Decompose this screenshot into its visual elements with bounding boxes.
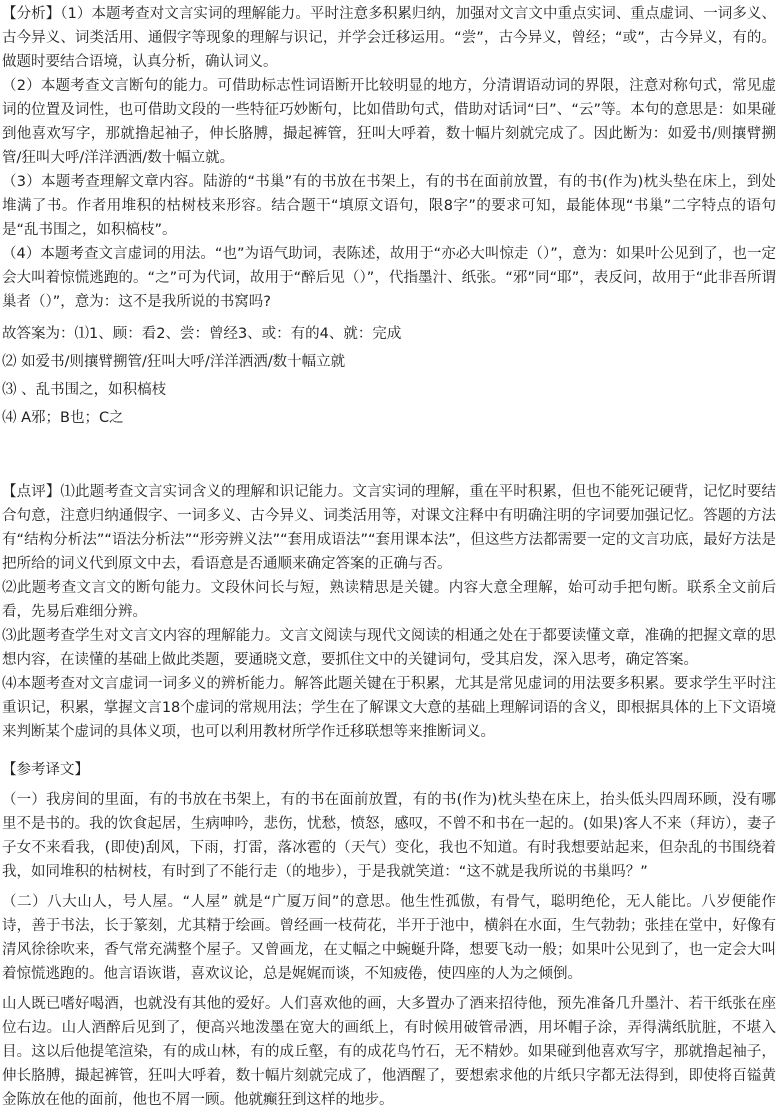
comment-section: [2, 480, 776, 744]
analysis-paragraph-1: 【分析】（1）本题考查对文言实词的理解能力。平时注意多积累归纳，加强对文言文中重点实词、重点虚词、一词多义、古今异义、词类活用、通假字等现象的理解与识记，并学会迁移运用。“尝”，古今异义，曾经；“或”，古今异义，有的。做题时要结合语境，认真分析，确认词义。: [2, 6, 776, 70]
translation-heading: 【参考译文】: [2, 762, 89, 778]
answer-line-4: ⑷ A邪；B也；C之: [2, 410, 124, 426]
translation-paragraph-2: （二）八大山人，号人屋。“人屋” 就是“广厦万间”的意思。他生性孤傲，有骨气，聪明绝伦，无人能比。八岁便能作诗，善于书法，长于篆刻，尤其精于绘画。曾经画一枝荷花，半开于池中，横斜在水面，生气勃勃；张挂在堂中，好像有清风徐徐吹来，香气常充满整个屋子。又曾画龙，在丈幅之中蜿蜒升降，想要飞动一般；如果叶公见到了，也一定会大叫着惊慌逃跑的。他言语诙谐，喜欢议论，总是娓娓而谈，不知疲倦，使四座的人为之倾倒。: [2, 894, 776, 982]
translation-paragraph-1: （一）我房间的里面，有的书放在书架上，有的书在面前放置，有的书(作为)枕头垫在床上，抬头低头四周环顾，没有哪里不是书的。我的饮食起居，生病呻吟，悲伤，忧愁，愤怒，感叹，不曾不和书在一起的。(如果)客人不来（拜访），妻子子女不来看我，(即使)刮风，下雨，打雷，落冰雹的（天气）变化，我也不知道。有时我想要站起来，但杂乱的书围绕着我，如同堆积的枯树枝，有时到了不能行走（的地步），于是我就笑道：“这不就是我所说的书巢吗？”: [2, 792, 776, 880]
translation-section: [2, 758, 776, 1112]
answer-line-3: ⑶ 、乱书围之，如积槁枝: [2, 382, 167, 398]
comment-paragraph-4: ⑷本题考查对文言虚词一词多义的辨析能力。解答此题关键在于积累，尤其是常见虚词的用法要多积累。要求学生平时注重识记，积累，掌握文言18个虚词的常规用法；学生在了解课文大意的基础上理解词语的含义，即根据具体的上下文语境来判断某个虚词的具体义项，也可以利用教材所学作迁移联想等来推断词义。: [2, 676, 776, 740]
analysis-paragraph-2: （2）本题考查文言断句的能力。可借助标志性词语断开比较明显的地方，分清谓语动词的界限，注意对称句式，常见虚词的位置及词性，也可借助文段的一些特征巧妙断句，比如借助句式，借助对话词“曰”、“云”等。本句的意思是：如果碰到他喜欢写字，那就撸起袖子，伸长胳膊，撮起裤管，狂叫大呼着，数十幅片刻就完成了。因此断为：如爱书/则攘臂搠管/狂叫大呼/洋洋洒洒/数十幅立就。: [2, 78, 776, 166]
answer-line-1: 故答案为：⑴1、顾：看2、尝：曾经3、或：有的4、就：完成: [2, 326, 402, 342]
translation-paragraph-3: 山人既已嗜好喝酒，也就没有其他的爱好。人们喜欢他的画，大多置办了酒来招待他，预先准备几升墨汁、若干纸张在座位右边。山人酒醉后见到了，便高兴地泼墨在宽大的画纸上，有时候用破管帚洒，用坏帽子涂，弄得满纸肮脏，不堪入目。这以后他提笔渲染，有的成山林，有的成丘壑，有的成花鸟竹石，无不精妙。如果碰到他喜欢写字，那就撸起袖子，伸长胳膊，撮起裤管，狂叫大呼着，数十幅片刻就完成了，他酒醒了，要想索求他的片纸只字都无法得到，即使将百镒黄金陈放在他的面前，他也不屑一顾。他就癫狂到这样的地步。: [2, 996, 776, 1108]
analysis-paragraph-3: （3）本题考查理解文章内容。陆游的“书巢”有的书放在书架上，有的书在面前放置，有的书(作为)枕头垫在床上，到处堆满了书。作者用堆积的枯树枝来形容。结合题干“填原文语句，限8字”的要求可知，最能体现“书巢”二字特点的语句是“乱书围之，如积槁枝”。: [2, 174, 776, 238]
comment-paragraph-1: 【点评】⑴此题考查文言实词含义的理解和识记能力。文言实词的理解，重在平时积累，但也不能死记硬背，记忆时要结合句意，注意归纳通假字、一词多义、古今异义、词类活用等，对课文注释中有明确注明的字词要加强记忆。答题的方法有“结构分析法”“语法分析法”“形旁辨义法”“套用成语法”“套用课本法”，但这些方法都需要一定的文言功底，最好方法是把所给的词义代到原文中去，看语意是否通顺来确定答案的正确与否。: [2, 484, 776, 572]
analysis-paragraph-4: （4）本题考查文言虚词的用法。“也”为语气助词，表陈述，故用于“亦必大叫惊走（）”，意为：如果叶公见到了，也一定会大叫着惊慌逃跑的。“之”可为代词，故用于“醉后见（）”，代指墨汁、纸张。“邪”同“耶”，表反问，故用于“此非吾所谓巢者（）”，意为：这不是我所说的书窝吗?: [2, 246, 776, 310]
answer-line-2: ⑵ 如爱书/则攘臂搠管/狂叫大呼/洋洋洒洒/数十幅立就: [2, 354, 346, 370]
answer-section: [2, 322, 776, 430]
comment-paragraph-3: ⑶此题考查学生对文言文内容的理解能力。文言文阅读与现代文阅读的相通之处在于都要读懂文章，准确的把握文章的思想内容，在读懂的基础上做此类题，要通晓文意，要抓住文中的关键词句，受其启发，深入思考，确定答案。: [2, 628, 776, 668]
analysis-section: [2, 2, 776, 314]
comment-paragraph-2: ⑵此题考查文言文的断句能力。文段休问长与短，熟读精思是关键。内容大意全理解，始可动手把句断。联系全文前后看，先易后难细分辨。: [2, 580, 776, 620]
